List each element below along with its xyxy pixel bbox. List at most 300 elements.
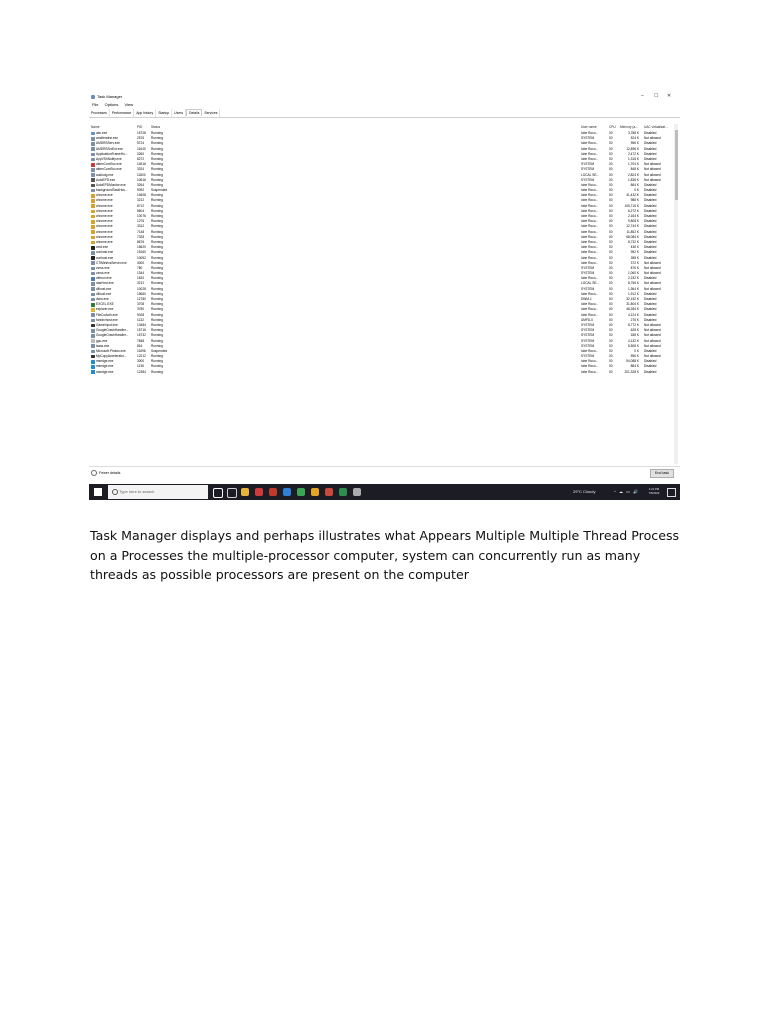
cell-pid: 10052	[137, 255, 146, 260]
cell-user: SYSTEM	[581, 271, 595, 276]
cell-uac: Disabled	[644, 312, 657, 317]
cell-pid: 3212	[137, 198, 145, 203]
cell-name: AutoEPDMonitor.exe	[96, 182, 126, 187]
cell-pid: 11800	[137, 172, 146, 177]
cell-cpu: 00	[609, 354, 613, 359]
cell-uac: Not allowed	[644, 136, 661, 141]
process-icon	[91, 267, 95, 271]
cell-cpu: 00	[609, 328, 613, 333]
cell-mem: 876 K	[630, 265, 639, 270]
cell-pid: 3000	[137, 359, 145, 364]
tab-processes[interactable]: Processes	[89, 109, 110, 117]
cell-uac: Disabled	[644, 297, 657, 301]
cell-mem: 9,808 K	[628, 219, 639, 224]
cell-uac: Disabled	[644, 198, 657, 203]
process-icon	[91, 142, 95, 146]
cell-cpu: 00	[609, 245, 613, 250]
cell-status: Suspended	[151, 348, 168, 353]
process-icon	[91, 168, 95, 172]
cell-name: GoogleCrashHandler...	[96, 328, 129, 333]
cell-mem: 524 K	[630, 136, 639, 141]
close-button[interactable]: ✕	[667, 93, 672, 99]
cell-uac: Not allowed	[644, 271, 661, 276]
windows-taskbar	[89, 484, 680, 500]
cell-user: SYSTEM	[581, 136, 595, 141]
cell-mem: 105,716 K	[624, 203, 639, 208]
cell-uac: Disabled	[644, 208, 657, 213]
cell-status: Running	[151, 245, 163, 250]
cell-name: MpCopyAccelerator...	[96, 354, 127, 359]
cell-name: ApplicationFrameHo...	[96, 151, 128, 156]
cell-user: Iobe Roco...	[581, 276, 599, 281]
maximize-button[interactable]: ☐	[654, 93, 659, 99]
cell-name: gpu.exe	[96, 338, 108, 343]
cell-cpu: 00	[609, 281, 613, 286]
cell-mem: 54,088 K	[626, 359, 639, 364]
search-placeholder: Type here to search	[119, 489, 155, 494]
cell-cpu: 00	[609, 343, 613, 348]
cell-cpu: 00	[609, 198, 613, 203]
process-icon	[91, 158, 95, 162]
cell-uac: Disabled	[644, 193, 657, 198]
cell-mem: 5,508 K	[628, 343, 639, 348]
cell-uac: Disabled	[644, 250, 657, 255]
cell-user: Iobe Roco...	[581, 364, 599, 369]
cell-cpu: 00	[609, 162, 613, 167]
cell-pid: 15660	[137, 291, 146, 296]
cell-cpu: 00	[609, 359, 613, 364]
cell-pid: 13484	[137, 322, 146, 327]
cell-uac: Not allowed	[644, 260, 661, 265]
cell-pid: 12212	[137, 354, 146, 359]
cell-cpu: 00	[609, 286, 613, 291]
cell-uac: Disabled	[644, 146, 657, 151]
taskbar-app-icon[interactable]	[241, 488, 249, 496]
cell-pid: 3260	[137, 151, 145, 156]
cell-mem: 1,704 K	[628, 162, 639, 167]
taskbar-app-icon[interactable]	[255, 488, 263, 496]
cell-user: Iobe Roco...	[581, 229, 599, 234]
cell-name: AutoEPD.exe	[96, 177, 116, 182]
cell-mem: 556 K	[630, 354, 639, 359]
cell-status: Running	[151, 271, 163, 276]
windows-logo-icon	[98, 488, 102, 492]
cell-name: Microsoft.Photos.exe	[96, 348, 126, 353]
cell-mem: 1,364 K	[628, 286, 639, 291]
cell-mem: 41,432 K	[626, 193, 639, 198]
cell-status: Running	[151, 260, 163, 265]
cell-mem: 4,124 K	[628, 312, 639, 317]
cell-status: Running	[151, 281, 163, 286]
cell-uac: Not allowed	[644, 338, 661, 343]
process-icon	[91, 194, 95, 198]
cell-mem: 372 K	[630, 260, 639, 265]
cell-mem: 1,836 K	[628, 177, 639, 182]
cell-user: Iobe Roco...	[581, 146, 599, 151]
cell-uac: Disabled	[644, 214, 657, 218]
cell-uac: Not allowed	[644, 333, 661, 338]
cell-mem: 12,744 K	[626, 224, 639, 229]
cell-cpu: 00	[609, 203, 613, 208]
windows-logo-icon	[94, 492, 98, 496]
tab-strip	[89, 109, 680, 118]
cell-status: Running	[151, 131, 163, 135]
cell-uac: Disabled	[644, 239, 657, 244]
cell-name: cmd.exe	[96, 245, 109, 250]
fewer-details-label: Fewer details	[99, 471, 121, 475]
cell-pid: 2576	[137, 136, 145, 141]
cell-user: Iobe Roco...	[581, 250, 599, 255]
process-icon	[91, 225, 95, 229]
cell-name: conhost.exe	[96, 250, 114, 255]
cell-user: UMFD-0	[581, 317, 594, 322]
cell-user: Iobe Roco...	[581, 203, 599, 208]
cell-uac: Not allowed	[644, 354, 661, 359]
column-header-uac[interactable]: UAC virtualizat...	[644, 125, 668, 129]
cell-name: chrome.exe	[96, 208, 113, 213]
cell-name: dwm.exe	[96, 297, 109, 301]
cell-name: csrss.exe	[96, 271, 110, 276]
cell-status: Running	[151, 182, 163, 187]
cell-uac: Not allowed	[644, 265, 661, 270]
cell-uac: Disabled	[644, 151, 657, 156]
cell-name: chrome.exe	[96, 234, 113, 239]
cell-mem: 276 K	[630, 317, 639, 322]
cell-cpu: 00	[609, 338, 613, 343]
taskbar-app-icon[interactable]	[283, 488, 291, 496]
cell-pid: 15160	[137, 250, 146, 255]
clock-date: 7/5/2022	[648, 491, 660, 495]
start-button[interactable]	[94, 488, 102, 496]
cell-cpu: 00	[609, 229, 613, 234]
taskbar-app-icon[interactable]	[297, 488, 305, 496]
cell-pid: 15620	[137, 245, 146, 250]
cell-mem: 2,164 K	[628, 214, 639, 218]
process-icon	[91, 251, 95, 255]
tab-services[interactable]: Services	[202, 109, 220, 117]
cell-pid: 3324	[137, 167, 145, 172]
cell-name: AMDRSSrcExt.exe	[96, 146, 123, 151]
cell-status: Running	[151, 136, 163, 141]
column-header-memory[interactable]: Memory (a...	[620, 125, 638, 129]
table-row[interactable]	[89, 370, 673, 375]
cell-user: Iobe Roco...	[581, 245, 599, 250]
cell-cpu: 00	[609, 291, 613, 296]
process-icon	[91, 147, 95, 151]
menu-bar	[89, 101, 135, 108]
cell-name: chrome.exe	[96, 214, 113, 218]
cell-cpu: 00	[609, 188, 613, 193]
process-icon	[91, 246, 95, 250]
cell-mem: 4,132 K	[628, 338, 639, 343]
cell-uac: Disabled	[644, 302, 657, 307]
cell-name: chrome.exe	[96, 229, 113, 234]
cell-user: Iobe Roco...	[581, 359, 599, 364]
cell-user: SYSTEM	[581, 265, 595, 270]
process-icon	[91, 365, 95, 369]
cell-name: dllhost.exe	[96, 286, 112, 291]
cell-status: Running	[151, 338, 163, 343]
cell-mem: 0 K	[634, 348, 639, 353]
cell-cpu: 00	[609, 182, 613, 187]
cell-user: Iobe Roco...	[581, 208, 599, 213]
cell-user: Iobe Roco...	[581, 156, 599, 161]
cell-cpu: 00	[609, 322, 613, 327]
cell-mem: 2,824 K	[628, 172, 639, 177]
cell-user: Iobe Roco...	[581, 214, 599, 218]
cell-user: Iobe Roco...	[581, 151, 599, 156]
end-task-button[interactable]: End task	[650, 469, 674, 478]
cell-cpu: 00	[609, 172, 613, 177]
cell-cpu: 00	[609, 234, 613, 239]
cell-name: dllhost.exe	[96, 291, 112, 296]
cell-user: Iobe Roco...	[581, 312, 599, 317]
column-header-pid[interactable]: PID	[137, 125, 143, 129]
cell-cpu: 00	[609, 224, 613, 229]
cell-pid: 10616	[137, 177, 146, 182]
process-icon	[91, 137, 95, 141]
caption-paragraph: Task Manager displays and perhaps illustrates what Appears Multiple Multiple Thread Process on a Processes the multiple-processor computer, system can concurrently run as many threads as possible processors are present on the computer	[90, 528, 680, 583]
process-icon	[91, 319, 95, 323]
cell-mem: 32,152 K	[626, 297, 639, 301]
process-icon	[91, 308, 95, 312]
cell-uac: Not allowed	[644, 172, 661, 177]
column-header-name[interactable]: Name	[91, 125, 100, 129]
cell-mem: 201,328 K	[624, 369, 639, 374]
cell-uac: Disabled	[644, 276, 657, 281]
cell-user: LOCAL SE...	[581, 281, 600, 286]
cell-pid: 3312	[137, 224, 145, 229]
cell-user: Iobe Roco...	[581, 260, 599, 265]
cell-name: fontdrvhost.exe	[96, 317, 118, 322]
cell-name: AMDRSServ.exe	[96, 141, 120, 146]
taskbar-app-icon[interactable]	[269, 488, 277, 496]
vertical-scrollbar[interactable]	[674, 124, 678, 464]
cell-user: Iobe Roco...	[581, 234, 599, 239]
cell-cpu: 00	[609, 265, 613, 270]
cell-cpu: 00	[609, 260, 613, 265]
cell-name: GameInput.exe	[96, 322, 118, 327]
cell-uac: Disabled	[644, 188, 657, 193]
cell-name: AppVShNotify.exe	[96, 156, 122, 161]
cell-name: csrss.exe	[96, 265, 110, 270]
cell-cpu: 00	[609, 312, 613, 317]
column-header-user[interactable]: User name	[581, 125, 597, 129]
tab-app-history[interactable]: App history	[134, 109, 156, 117]
process-icon	[91, 324, 95, 328]
cell-status: Running	[151, 312, 163, 317]
cell-mem: 31,804 K	[626, 302, 639, 307]
cell-uac: Disabled	[644, 245, 657, 250]
cell-name: chrome.exe	[96, 224, 113, 229]
cell-uac: Not allowed	[644, 281, 661, 286]
taskbar-app-icon[interactable]	[213, 488, 223, 498]
cell-uac: Disabled	[644, 219, 657, 224]
cell-mem: 0 K	[634, 188, 639, 193]
cell-cpu: 00	[609, 214, 613, 218]
cell-cpu: 00	[609, 307, 613, 312]
cell-pid: 10076	[137, 214, 146, 218]
process-icon	[91, 199, 95, 203]
cell-status: Running	[151, 307, 163, 312]
taskbar-app-icon[interactable]	[227, 488, 237, 498]
cell-pid: 7328	[137, 234, 145, 239]
process-icon	[91, 355, 95, 359]
cell-status: Running	[151, 255, 163, 260]
cell-name: chrome.exe	[96, 239, 113, 244]
cell-name: lsass.exe	[96, 343, 110, 348]
taskbar-clock[interactable]	[642, 487, 666, 495]
process-icon	[91, 230, 95, 234]
cell-mem: 628 K	[630, 328, 639, 333]
cell-name: msedge.exe	[96, 369, 114, 374]
cell-status: Running	[151, 141, 163, 146]
fewer-details-link[interactable]	[91, 470, 120, 476]
cell-uac: Disabled	[644, 255, 657, 260]
taskbar-app-icon[interactable]	[353, 488, 361, 496]
cell-pid: 10028	[137, 286, 146, 291]
title-bar	[89, 92, 680, 101]
menu-view[interactable]: View	[124, 102, 134, 107]
cell-user: Iobe Roco...	[581, 188, 599, 193]
cell-status: Running	[151, 328, 163, 333]
cell-cpu: 00	[609, 156, 613, 161]
process-rows	[89, 131, 673, 375]
cell-status: Running	[151, 291, 163, 296]
cell-status: Running	[151, 265, 163, 270]
cell-user: Iobe Roco...	[581, 198, 599, 203]
cell-uac: Not allowed	[644, 343, 661, 348]
system-tray[interactable]: ^ ☁ ▭ 🔊	[614, 489, 639, 494]
cell-user: SYSTEM	[581, 286, 595, 291]
cell-pid: 8712	[137, 203, 145, 208]
taskbar-app-icon[interactable]	[339, 488, 347, 496]
cell-status: Running	[151, 177, 163, 182]
cell-pid: 15716	[137, 328, 146, 333]
cell-cpu: 00	[609, 136, 613, 141]
tab-details[interactable]: Details	[186, 109, 202, 116]
tab-users[interactable]: Users	[172, 109, 186, 117]
cell-uac: Disabled	[644, 364, 657, 369]
cell-status: Running	[151, 359, 163, 364]
cell-status: Running	[151, 250, 163, 255]
cell-pid: 14616	[137, 162, 146, 167]
cell-uac: Not allowed	[644, 322, 661, 327]
cell-status: Running	[151, 317, 163, 322]
cell-user: SYSTEM	[581, 322, 595, 327]
cell-uac: Disabled	[644, 224, 657, 229]
clock-time: 1:21 PM	[648, 487, 660, 491]
cell-uac: Disabled	[644, 307, 657, 312]
cell-status: Running	[151, 208, 163, 213]
cell-user: Iobe Roco...	[581, 224, 599, 229]
process-icon	[91, 215, 95, 219]
tab-startup[interactable]: Startup	[156, 109, 172, 117]
column-header-cpu[interactable]: CPU	[609, 125, 616, 129]
cell-status: Suspended	[151, 188, 168, 193]
cell-cpu: 00	[609, 276, 613, 281]
process-icon	[91, 163, 95, 167]
cell-pid: 8272	[137, 156, 145, 161]
column-header-status[interactable]: Status	[151, 125, 161, 129]
process-icon	[91, 173, 95, 177]
process-icon	[91, 298, 95, 302]
cell-cpu: 00	[609, 131, 613, 135]
cell-user: Iobe Roco...	[581, 239, 599, 244]
cell-name: audiodg.exe	[96, 172, 114, 177]
cell-name: msedge.exe	[96, 359, 114, 364]
cell-user: SYSTEM	[581, 354, 595, 359]
cell-name: CTfMetricsServer.exe	[96, 260, 127, 265]
chevron-up-icon	[91, 470, 97, 476]
cell-name: dasHost.exe	[96, 281, 114, 286]
cell-mem: 48,284 K	[626, 307, 639, 312]
cell-pid: 12384	[137, 369, 146, 374]
cell-user: SYSTEM	[581, 177, 595, 182]
cell-status: Running	[151, 229, 163, 234]
cell-cpu: 00	[609, 250, 613, 255]
cell-user: Iobe Roco...	[581, 131, 599, 135]
process-icon	[91, 132, 95, 136]
process-icon	[91, 303, 95, 307]
cell-status: Running	[151, 203, 163, 208]
cell-user: LOCAL SE...	[581, 172, 600, 177]
cell-cpu: 00	[609, 364, 613, 369]
cell-pid: 816	[137, 343, 143, 348]
cell-status: Running	[151, 276, 163, 281]
cell-cpu: 00	[609, 208, 613, 213]
process-icon	[91, 287, 95, 291]
cell-cpu: 00	[609, 239, 613, 244]
taskbar-app-icon[interactable]	[325, 488, 333, 496]
cell-uac: Not allowed	[644, 286, 661, 291]
cell-mem: 848 K	[630, 167, 639, 172]
cell-status: Running	[151, 193, 163, 198]
scrollbar-thumb[interactable]	[675, 130, 678, 200]
menu-options[interactable]: Options	[104, 102, 119, 107]
notifications-icon[interactable]	[667, 488, 676, 497]
cell-name: abc.exe	[96, 131, 108, 135]
menu-file[interactable]: File	[92, 102, 99, 107]
minimize-button[interactable]: –	[641, 93, 644, 99]
cell-user: Iobe Roco...	[581, 255, 599, 260]
cell-mem: 8,756 K	[628, 281, 639, 286]
process-icon	[91, 360, 95, 364]
cell-uac: Disabled	[644, 229, 657, 234]
weather-widget[interactable]: 29°C Cloudy	[573, 489, 596, 494]
cell-uac: Disabled	[644, 348, 657, 353]
cell-uac: Disabled	[644, 291, 657, 296]
cell-uac: Disabled	[644, 141, 657, 146]
cell-mem: 864 K	[630, 182, 639, 187]
cell-name: EXCEL.EXE	[96, 302, 114, 307]
tab-performance[interactable]: Performance	[110, 109, 134, 117]
cell-user: SYSTEM	[581, 162, 595, 167]
process-icon	[91, 313, 95, 317]
cell-status: Running	[151, 198, 163, 203]
cell-user: SYSTEM	[581, 333, 595, 338]
cell-name: msedge.exe	[96, 364, 114, 369]
cell-uac: Not allowed	[644, 177, 661, 182]
process-icon	[91, 184, 95, 188]
cell-cpu: 00	[609, 317, 613, 322]
taskbar-app-icon[interactable]	[311, 488, 319, 496]
cell-pid: 1136	[137, 364, 144, 369]
cell-cpu: 00	[609, 348, 613, 353]
cell-pid: 1276	[137, 219, 145, 224]
cell-status: Running	[151, 234, 163, 239]
taskbar-search-box[interactable]	[108, 485, 208, 499]
